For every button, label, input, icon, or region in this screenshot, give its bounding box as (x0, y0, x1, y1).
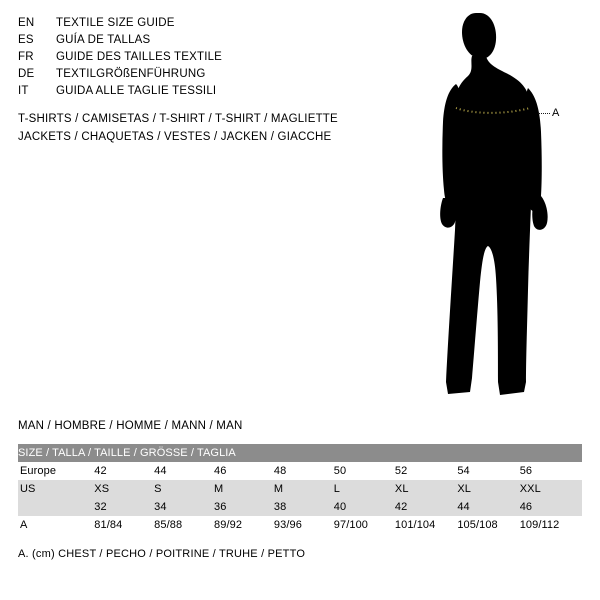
language-code: IT (18, 85, 29, 97)
cell-value: 34 (154, 498, 214, 516)
cell-value: 48 (274, 462, 334, 480)
language-code: FR (18, 51, 34, 63)
table-row (18, 480, 582, 498)
row-label: US (18, 480, 94, 498)
cell-value: XL (457, 480, 519, 498)
silhouette-shape (440, 13, 547, 395)
man-silhouette-figure (400, 10, 590, 400)
language-text: GUIDE DES TAILLES TEXTILE (56, 51, 223, 63)
language-row (18, 49, 378, 66)
language-text: GUIDA ALLE TAGLIE TESSILI (56, 85, 217, 97)
language-code: ES (18, 34, 34, 46)
cell-value: 97/100 (334, 516, 395, 534)
cell-value: 52 (395, 462, 457, 480)
cell-value: 85/88 (154, 516, 214, 534)
cell-value: XL (395, 480, 457, 498)
language-row (18, 32, 378, 49)
cell-value: 89/92 (214, 516, 274, 534)
cell-value: 42 (94, 462, 154, 480)
language-row (18, 15, 378, 32)
cell-value: 81/84 (94, 516, 154, 534)
cell-value: 101/104 (395, 516, 457, 534)
cell-value: 42 (395, 498, 457, 516)
category-line-tshirts: T-SHIRTS / CAMISETAS / T-SHIRT / T-SHIRT / MAGLIETTE (18, 113, 338, 125)
table-title: MAN / HOMBRE / HOMME / MANN / MAN (18, 420, 243, 432)
cell-value: 109/112 (520, 516, 582, 534)
cell-value: 56 (520, 462, 582, 480)
table-row (18, 498, 582, 516)
cell-value: XXL (520, 480, 582, 498)
language-text: TEXTILGRÖßENFÜHRUNG (56, 68, 206, 80)
language-text: TEXTILE SIZE GUIDE (56, 17, 175, 29)
language-header-block (18, 15, 378, 100)
category-block (18, 110, 418, 146)
table-header-row (18, 444, 582, 462)
language-code: DE (18, 68, 35, 80)
size-table (18, 444, 582, 534)
language-row (18, 66, 378, 83)
cell-value: L (334, 480, 395, 498)
row-label: Europe (18, 462, 94, 480)
measure-label-a: A (552, 107, 560, 119)
cell-value: M (214, 480, 274, 498)
cell-value: 46 (214, 462, 274, 480)
table-footnote: A. (cm) CHEST / PECHO / POITRINE / TRUHE / PETTO (18, 548, 306, 560)
cell-value: 54 (457, 462, 519, 480)
language-row (18, 83, 378, 100)
table-row (18, 462, 582, 480)
category-line-jackets: JACKETS / CHAQUETAS / VESTES / JACKEN / GIACCHE (18, 131, 332, 143)
cell-value: 38 (274, 498, 334, 516)
cell-value: 93/96 (274, 516, 334, 534)
table-row (18, 516, 582, 534)
cell-value: 50 (334, 462, 395, 480)
table-header-label: SIZE / TALLA / TAILLE / GRÖSSE / TAGLIA (18, 444, 582, 462)
cell-value: S (154, 480, 214, 498)
cell-value: 44 (457, 498, 519, 516)
cell-value: 40 (334, 498, 395, 516)
language-code: EN (18, 17, 35, 29)
language-text: GUÍA DE TALLAS (56, 34, 151, 46)
measure-leader-line (538, 113, 550, 114)
cell-value: M (274, 480, 334, 498)
cell-value: 105/108 (457, 516, 519, 534)
row-label (18, 498, 94, 516)
cell-value: 36 (214, 498, 274, 516)
cell-value: XS (94, 480, 154, 498)
row-label: A (18, 516, 94, 534)
cell-value: 44 (154, 462, 214, 480)
cell-value: 46 (520, 498, 582, 516)
cell-value: 32 (94, 498, 154, 516)
